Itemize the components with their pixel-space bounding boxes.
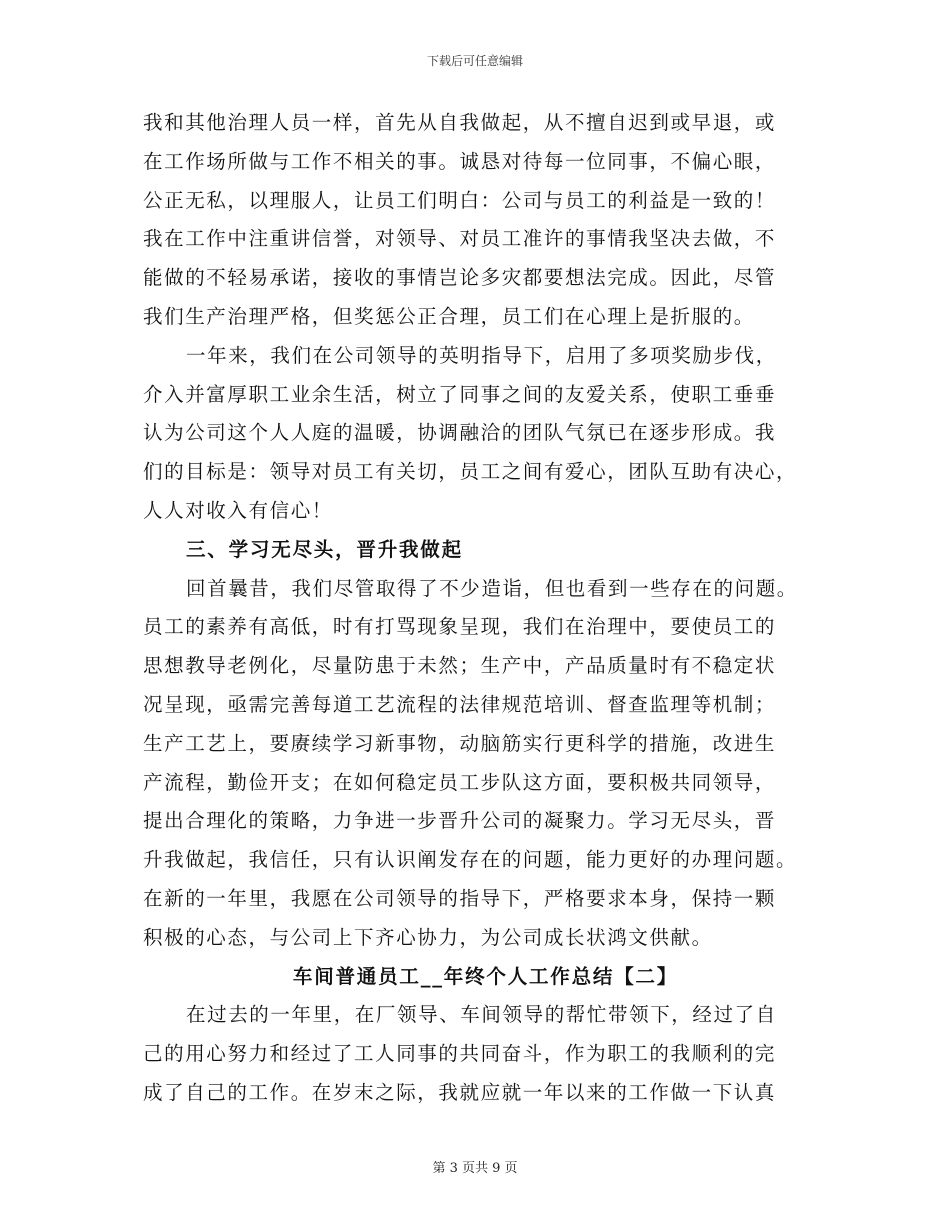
body-line: 我们生产治理严格，但奖惩公正合理，员工们在心理上是折服的。 — [143, 304, 755, 328]
body-line: 人人对收入有信心！ — [143, 498, 333, 522]
body-line: 介入并富厚职工业余生活，树立了同事之间的友爱关系，使职工垂垂 — [143, 382, 777, 406]
body-line: 员工的素养有高低，时有打骂现象呈现，我们在治理中，要使员工的 — [143, 615, 777, 639]
body-line: 我在工作中注重讲信誉，对领导、对员工准许的事情我坚决去做，不 — [143, 227, 777, 251]
body-line: 认为公司这个人人庭的温暖，协调融洽的团队气氛已在逐步形成。我 — [143, 421, 777, 445]
body-line: 况呈现，亟需完善每道工艺流程的法律规范培训、督查监理等机制； — [143, 692, 777, 716]
paragraph-start-line: 回首曩昔，我们尽管取得了不少造诣，但也看到一些存在的问题。 — [186, 576, 798, 600]
page-number-footer: 第 3 页共 9 页 — [432, 1161, 518, 1176]
body-line: 思想教导老例化，尽量防患于未然；生产中，产品质量时有不稳定状 — [143, 654, 777, 678]
body-line: 公正无私，以理服人，让员工们明白：公司与员工的利益是一致的！ — [143, 188, 777, 212]
body-line: 在新的一年里，我愿在公司领导的指导下，严格要求本身，保持一颗 — [143, 886, 777, 910]
body-line: 产流程，勤俭开支；在如何稳定员工步队这方面，要积极共同领导， — [143, 770, 777, 794]
body-line: 能做的不轻易承诺，接收的事情岂论多灾都要想法完成。因此，尽管 — [143, 266, 777, 290]
body-line: 我和其他治理人员一样，首先从自我做起，从不擅自迟到或早退，或 — [143, 111, 777, 134]
body-line: 己的用心努力和经过了工人同事的共同奋斗，作为职工的我顺利的完 — [143, 1042, 777, 1066]
body-line: 在工作场所做与工作不相关的事。诚恳对待每一位同事，不偏心眼， — [143, 149, 777, 173]
body-line: 们的目标是：领导对员工有关切，员工之间有爱心，团队互助有决心， — [143, 460, 798, 484]
body-line: 生产工艺上，要赓续学习新事物，动脑筋实行更科学的措施，改进生 — [143, 731, 777, 755]
paragraph-start-line: 一年来，我们在公司领导的英明指导下，启用了多项奖励步伐， — [186, 343, 777, 367]
document-subtitle: 车间普通员工__年终个人工作总结【二】 — [292, 964, 679, 988]
paragraph-start-line: 在过去的一年里，在厂领导、车间领导的帮忙带领下，经过了自 — [186, 1003, 777, 1027]
header-note: 下载后可任意编辑 — [426, 54, 523, 68]
body-line: 提出合理化的策略，力争进一步晋升公司的凝聚力。学习无尽头，晋 — [143, 809, 777, 833]
section-heading: 三、学习无尽头，晋升我做起 — [186, 537, 463, 561]
body-line: 升我做起，我信任，只有认识阐发存在的问题，能力更好的办理问题。 — [143, 848, 798, 872]
document-body — [143, 104, 808, 1113]
body-line: 成了自己的工作。在岁末之际，我就应就一年以来的工作做一下认真 — [143, 1080, 777, 1104]
body-line: 积极的心态，与公司上下齐心协力，为公司成长状鸿文供献。 — [143, 925, 713, 949]
